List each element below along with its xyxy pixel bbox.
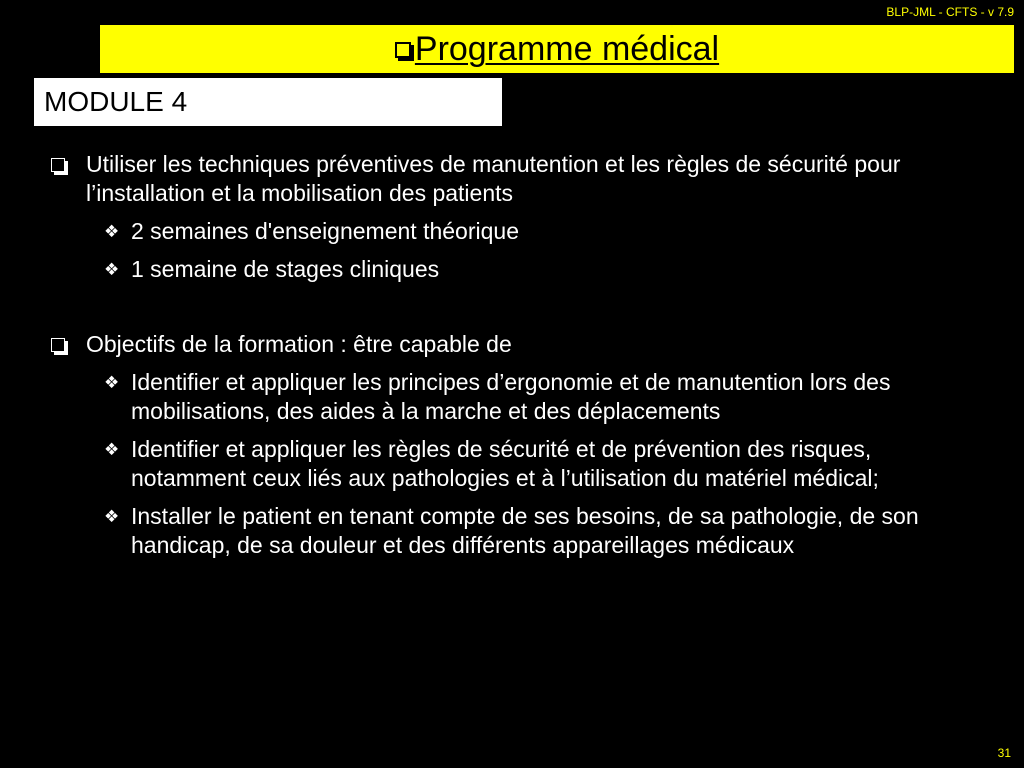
section-2 bbox=[46, 330, 986, 359]
section-1-item bbox=[46, 255, 986, 284]
section-2-item bbox=[46, 502, 986, 560]
four-diamond-bullet-icon: ❖ bbox=[104, 222, 120, 241]
section-2-item bbox=[46, 368, 986, 426]
page-number: 31 bbox=[997, 746, 1011, 760]
section-2-item-text: Identifier et appliquer les règles de sécurité et de prévention des risques, notamment ceux liés aux pathologies et à l’utilisation du matériel médical; bbox=[131, 436, 879, 491]
four-diamond-bullet-icon: ❖ bbox=[104, 260, 120, 279]
section-2-item-text: Identifier et appliquer les principes d’ergonomie et de manutention lors des mobilisations, des aides à la marche et des déplacements bbox=[131, 369, 891, 424]
four-diamond-bullet-icon: ❖ bbox=[104, 440, 120, 459]
module-label: MODULE 4 bbox=[34, 78, 502, 126]
section-2-item bbox=[46, 435, 986, 493]
section-1-item bbox=[46, 217, 986, 246]
spacer bbox=[46, 284, 986, 330]
version-label: BLP-JML - CFTS - v 7.9 bbox=[886, 5, 1014, 19]
slide-content bbox=[46, 150, 986, 560]
hollow-square-bullet-icon bbox=[51, 338, 65, 352]
section-2-item-text: Installer le patient en tenant compte de ses besoins, de sa pathologie, de son handicap, de sa douleur et des différents appareillages médicaux bbox=[131, 503, 919, 558]
section-2-text: Objectifs de la formation : être capable de bbox=[86, 331, 512, 357]
section-1 bbox=[46, 150, 986, 208]
title-bar bbox=[99, 24, 1015, 74]
hollow-square-bullet-icon bbox=[51, 158, 65, 172]
four-diamond-bullet-icon: ❖ bbox=[104, 507, 120, 526]
section-1-item-text: 2 semaines d'enseignement théorique bbox=[131, 218, 519, 244]
section-1-item-text: 1 semaine de stages cliniques bbox=[131, 256, 440, 282]
slide-title: Programme médical bbox=[414, 30, 720, 68]
four-diamond-bullet-icon: ❖ bbox=[104, 373, 120, 392]
title-container bbox=[395, 32, 719, 66]
hollow-square-bullet-icon bbox=[395, 42, 411, 58]
section-1-text: Utiliser les techniques préventives de manutention et les règles de sécurité pour l’installation et la mobilisation des patients bbox=[86, 151, 901, 206]
